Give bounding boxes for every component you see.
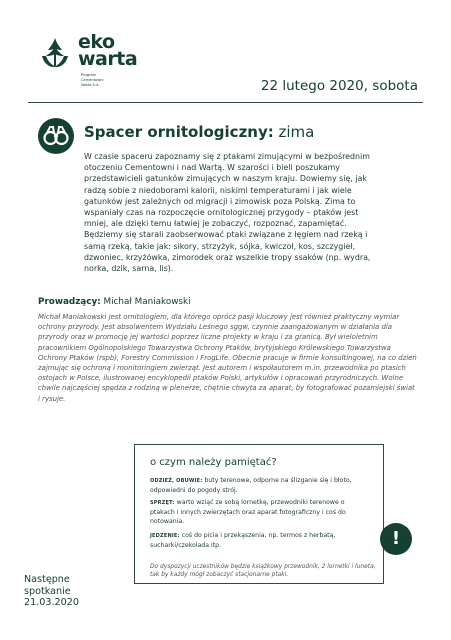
reminder-item-text: buty terenowe, odporne na ślizganie się i błoto, odpowiedni do pogody strój. xyxy=(150,477,352,494)
event-date: 22 lutego 2020, sobota xyxy=(260,78,418,94)
leaf-logo-icon xyxy=(38,36,72,70)
reminder-item-text: coś do picia i przekąszenia, np. termos z herbatą, sucharki/czekolada itp. xyxy=(150,532,336,549)
event-description: W czasie spaceru zapoznamy się z ptakami zimującymi w bezpośrednim otoczeniu Cementowni i nad Wartą. W szarości i bieli poszukamy przedstawicieli gatunków zimujących w naszym kraju. Dowiemy się, jak radzą sobie z niedoborami kalorii, niskimi temperaturami i jak wiele gatunków jest zależnych od migracji i zimowisk poza Polską. Zima to wspaniały czas na rozpoczęcie ornitologicznej przygody – ptaków jest mniej, ale dzięki temu łatwiej je zobaczyć, rozpoznać, zapamiętać. Będziemy się starali zaobserwować ptaki związane z łęgiem nad rzeką i samą rzeką, takie jak: sikory, strzyżyk, sójka, kwiczoł, kos, szczygieł, dzwoniec, krzyżówka, zimorodek oraz wszelkie tropy ssaków (np. wydra, norka, dzik, sarna, lis). xyxy=(84,152,371,274)
reminder-note: Do dyspozycji uczestników będzie książkowy przewodnik, 2 lornetki i luneta, tak by każdy mógł zobaczyć stacjonarne ptaki. xyxy=(150,564,376,579)
guide-line xyxy=(38,297,191,307)
brand-name xyxy=(78,31,138,70)
reminder-item-label: JEDZENIE: xyxy=(150,533,180,539)
reminder-item-label: SPRZĘT: xyxy=(150,500,175,506)
next-meeting-line-2: spotkanie xyxy=(24,585,71,597)
reminder-item-label: ODZIEŻ, OBUWIE: xyxy=(150,478,203,484)
exclamation-icon: ! xyxy=(380,523,412,555)
brand-sub-line-3: Warta S.A. xyxy=(81,83,100,87)
guide-name: Michał Maniakowski xyxy=(100,297,191,307)
brand-subtitle xyxy=(81,73,121,88)
event-title-bold: Spacer ornitologiczny: xyxy=(84,123,274,141)
reminder-title: o czym należy pamiętać? xyxy=(150,457,277,468)
next-meeting-line-1: Następne xyxy=(24,574,70,585)
brand-line-1: eko xyxy=(78,31,115,53)
binoculars-icon xyxy=(38,118,74,154)
event-title xyxy=(84,123,314,141)
reminder-item-clothing xyxy=(150,476,370,495)
event-title-rest: zima xyxy=(273,123,315,141)
reminder-item-text: warto wziąć ze sobą lornetkę, przewodniki terenowe o ptakach i innych zwierzętach oraz aparat fotograficzny i coś do notowania. xyxy=(150,499,346,525)
reminder-item-equipment xyxy=(150,498,370,526)
guide-label: Prowadzący: xyxy=(38,297,101,307)
next-meeting-date: 21.03.2020 xyxy=(24,597,79,608)
logo xyxy=(38,31,148,94)
next-meeting xyxy=(24,574,79,609)
guide-bio: Michał Maniakowski jest ornitologiem, dla którego oprócz pasji kluczowy jest również praktyczny wymiar ochrony przyrody. Jest absolwentem Wydziału Leśnego sggw, czynnie zaangażowanym w działania dla przyrody oraz w promocję jej wartości poprzez liczne projekty w kraju i za granicą. Był wieloletnim pracownikiem Ogólnopolskiego Towarzystwa Ochrony Ptaków, brytyjskiego Królewskiego Towarzystwa Ochrony Ptaków (rspb), Forestry Commission i FrogLife. Obecnie pracuje w firmie konsultingowej, na co dzień zajmując się ochroną i monitoringiem zwierząt. Jest autorem i współautorem m.in. przewodnika po ptasich ostojach w Polsce, ilustrowanej encyklopedii ptaków Polski, artykułów i opracowań przyrodniczych. Wolne chwile najczęściej spędza z rodziną w plenerze, chętnie chwyta za aparat, by fotografować pozamiejski świat i rysuje. xyxy=(38,313,417,403)
divider xyxy=(28,102,423,103)
brand-sub-line-1: Program xyxy=(81,73,97,77)
brand-sub-line-2: Cementowni xyxy=(81,78,104,82)
brand-line-2: warta xyxy=(78,48,138,70)
reminder-item-food xyxy=(150,531,370,550)
